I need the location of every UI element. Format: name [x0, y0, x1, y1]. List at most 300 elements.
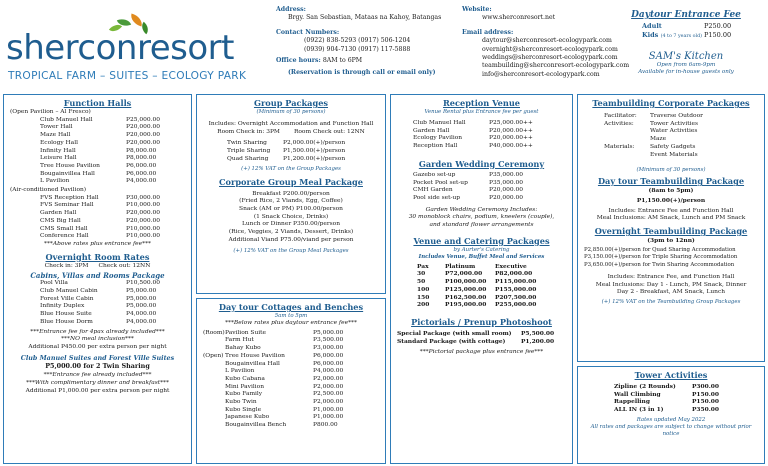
price-row [40, 171, 185, 179]
item-price: P2,000.00 [313, 383, 344, 390]
item-price: P150.00 [692, 398, 719, 406]
kitchen-title: SAM's Kitchen [648, 51, 724, 62]
overnight-teambuilding-include: Meal Inclusions: Day 1 - Lunch, PM Snack, Dinner [595, 281, 747, 288]
item-name: Farm Hut [225, 337, 254, 344]
catering-cell: P125,000.00 [445, 285, 487, 293]
item-name: CMS Big Hall [40, 217, 81, 224]
section-label [203, 384, 225, 392]
cottage-row [203, 353, 379, 361]
catering-cell: P72,000.00 [445, 270, 483, 278]
activities-label: Activities: [604, 120, 634, 127]
item-price: P350.00 [692, 406, 719, 414]
item-price: P35,000.00 [489, 171, 523, 178]
overnight-title: Overnight Room Rates [45, 251, 150, 262]
teambuilding-min: (Minimum of 30 persons) [636, 167, 706, 174]
material-item: Safety Gadgets [650, 143, 696, 150]
item-price: P1,500.00(+)/person [283, 148, 346, 155]
item-name: Club Manuel Cabin [40, 288, 98, 295]
price-row [413, 187, 566, 195]
daytour-fee-title: Daytour Entrance Fee [631, 10, 741, 20]
cottage-row [203, 330, 379, 338]
catering-cell: 50 [417, 278, 426, 286]
catering-cell: 200 [417, 301, 430, 309]
catering-cell: 150 [417, 293, 430, 301]
item-price: P20,000.00 [489, 187, 523, 194]
section-label [203, 376, 225, 384]
cottage-row [203, 337, 379, 345]
item-price: P10,000.00 [126, 202, 160, 209]
aircon-pavilion-label: (Air-conditioned Pavilion) [10, 187, 87, 194]
price-row [40, 155, 185, 163]
hours-value: 8AM to 6PM [322, 57, 363, 65]
email-link[interactable]: weddings@sherconresort-ecologypark.com [482, 54, 618, 62]
price-row [40, 233, 185, 241]
cottages-time: 5am to 5pm [274, 313, 308, 319]
price-row [40, 210, 185, 218]
item-price: P5,000.00 [313, 329, 344, 336]
item-name: Leisure Hall [40, 155, 77, 162]
function-halls-panel [3, 94, 192, 464]
day-teambuilding-title: Day tour Teambuilding Package [597, 176, 745, 187]
catering-cell: P207,500.00 [495, 293, 537, 301]
price-row [40, 280, 185, 288]
activity-item: Tower Activities [650, 120, 699, 127]
item-name: Infinity Duplex [40, 303, 85, 310]
kitchen-note: Available for in-house guests only [638, 69, 734, 75]
price-row [614, 406, 758, 414]
price-row [40, 163, 185, 171]
item-price: P25,000.00 [126, 116, 160, 123]
section-label [203, 399, 225, 407]
item-name: Rappelling [614, 398, 650, 406]
catering-cell: P82,000.00 [495, 270, 533, 278]
kids-price: P150.00 [704, 31, 732, 39]
item-price: P6,000.00 [126, 170, 157, 177]
item-name: Blue House Suite [40, 311, 92, 318]
catering-cell: P155,000.00 [495, 285, 537, 293]
meal-item: Lunch or Dinner P350.00/person [241, 221, 341, 228]
price-row [40, 218, 185, 226]
overnight-teambuilding-time: (3pm to 12nn) [647, 237, 695, 245]
cottage-row [203, 391, 379, 399]
overnight-teambuilding-title: Overnight Teambuilding Package [594, 226, 748, 237]
item-name: Kubo Twin [225, 399, 257, 406]
item-price: P1,200.00(+)/person [283, 155, 346, 162]
price-row [614, 398, 758, 406]
item-price: P1,000.00 [313, 414, 344, 421]
item-name: Tower Hall [40, 124, 73, 131]
item-price: P5,000.00 [126, 295, 157, 302]
item-price: P6,000.00 [313, 352, 344, 359]
item-price: P5,000.00 [126, 288, 157, 295]
catering-head: Pax [417, 262, 429, 270]
price-row [40, 195, 185, 203]
day-teambuilding-time: (8am to 5pm) [648, 187, 694, 195]
price-row [40, 140, 185, 148]
material-item: Event Materials [650, 151, 698, 158]
group-includes: Includes: Overnight Accommodation and Function Hall [208, 121, 374, 127]
price-row [413, 143, 566, 151]
group-checkin: Room Check in: 3PM [217, 128, 280, 135]
adult-label: Adult [642, 22, 662, 30]
price-row [413, 172, 566, 180]
item-name: Pavilion Suite [225, 329, 266, 336]
catering-row [417, 286, 566, 294]
item-price: P35,000.00 [489, 179, 523, 186]
item-price: P4,000.00 [313, 368, 344, 375]
catering-sub: by Aurter's Catering [453, 246, 510, 253]
price-row [40, 117, 185, 125]
cottage-row [203, 384, 379, 392]
item-price: P2,000.00(+)/person [283, 140, 346, 147]
item-name: Ecology Pavilion [413, 135, 463, 142]
resort-logo[interactable] [6, 18, 247, 88]
email-link[interactable]: overnight@sherconresort-ecologypark.com [482, 45, 618, 53]
materials-label: Materials: [604, 143, 635, 150]
cottages-note: ***Below rates plus daytour entrance fee*** [225, 320, 357, 326]
item-price: P20,000.00++ [489, 127, 533, 134]
item-price: P20,000.00++ [489, 135, 533, 142]
reception-title: Reception Venue [442, 98, 520, 108]
item-name: Club Manuel Hall [413, 120, 466, 126]
price-row [413, 135, 566, 143]
item-name: Standard Package (with cottage) [397, 337, 506, 345]
section-label [203, 337, 225, 345]
item-name: Quad Sharing [227, 155, 269, 162]
price-row [40, 226, 185, 234]
price-row [413, 128, 566, 136]
section-label: (Room) [203, 329, 225, 336]
price-row [227, 148, 379, 156]
address-value: Brgy. San Sebastian, Mataas na Kahoy, Batangas [288, 14, 442, 22]
item-name: Japanese Kubo [225, 414, 270, 421]
catering-cell: 100 [417, 285, 430, 293]
item-price: P10,500.00 [126, 280, 160, 287]
item-price: P4,000.00 [126, 318, 157, 325]
price-row [40, 148, 185, 156]
day-teambuilding-include: Includes: Entrance Fee and Function Hall [608, 207, 734, 214]
item-name: Infinity Hall [40, 147, 76, 154]
item-price: P800.00 [313, 422, 338, 429]
item-name: Mini Pavilion [225, 383, 264, 390]
day-teambuilding-include: Meal Inclusions: AM Snack, Lunch and PM Snack [596, 215, 746, 222]
item-name: Bougainvillea Hall [40, 170, 95, 177]
item-price: P1,000.00 [313, 406, 344, 413]
section-label: (Open) [203, 352, 224, 359]
meal-item: Snack (AM or PM) P100.00/person [239, 205, 343, 212]
item-name: FVS Seminar Hall [40, 202, 94, 209]
overnight-teambuilding-include: Includes: Entrance Fee, and Function Hall [607, 273, 735, 280]
item-price: P20,000.00 [126, 210, 160, 217]
catering-row [417, 278, 566, 286]
garden-note: 30 monoblock chairs, podium, kneelers (couple), [408, 214, 555, 221]
catering-cell: P115,000.00 [495, 278, 537, 286]
price-row [227, 156, 379, 164]
item-name: Ecology Hall [40, 139, 78, 146]
catering-row [417, 294, 566, 302]
price-row [413, 195, 566, 203]
overnight-teambuilding-rate: P2,850.00(+)/person for Quad Sharing Accommodation [584, 246, 736, 253]
group-min: (Minimum of 30 persons) [256, 109, 326, 115]
catering-cell: P255,000.00 [495, 301, 537, 309]
item-price: P3,000.00 [313, 345, 344, 352]
price-row [40, 124, 185, 132]
item-name: Kubo Single [225, 406, 262, 413]
item-name: Pool side set-up [413, 194, 461, 201]
price-row [40, 178, 185, 186]
item-name: Wall Climbing [614, 390, 661, 398]
item-price: P20,000.00 [126, 132, 160, 139]
email-link[interactable]: daytour@sherconresort-ecologypark.com [482, 37, 612, 45]
item-name: Triple Sharing [227, 148, 271, 155]
teambuilding-title: Teambuilding Corporate Packages [592, 98, 750, 108]
item-name: Bougainvillea Hall [225, 360, 280, 367]
group-title: Group Packages [253, 98, 329, 108]
item-name: Tree House Pavilion [225, 352, 285, 359]
garden-title: Garden Wedding Ceremony [418, 158, 545, 169]
item-price: P10,000.00 [126, 233, 160, 240]
catering-cell: 30 [417, 270, 426, 278]
function-halls-title: Function Halls [63, 98, 132, 108]
hours-label: Office hours: [276, 57, 321, 65]
catering-cell: P162,500.00 [445, 293, 487, 301]
contact-line[interactable]: (0922) 838-5293 (0917) 506-1204 [304, 37, 411, 45]
section-label [203, 422, 225, 430]
item-price: P20,000.00 [126, 124, 160, 131]
pictorials-title: Pictorials / Prenup Photoshoot [411, 316, 552, 327]
item-name: Conference Hall [40, 233, 89, 240]
item-price: P20,000.00 [126, 139, 160, 146]
section-label [203, 361, 225, 369]
item-name: Twin Sharing [227, 140, 267, 147]
price-row [40, 202, 185, 210]
function-halls-note: ***Above rates plus entrance fee*** [44, 240, 151, 247]
overnight-note: Additional P450.00 per extra person per night [28, 343, 167, 350]
item-price: P150.00 [692, 390, 719, 398]
catering-cell: P100,000.00 [445, 278, 487, 286]
item-name: Tree House Pavilion [40, 162, 100, 169]
address-label: Address: [276, 6, 306, 13]
price-row [614, 391, 758, 399]
online-info [462, 6, 629, 79]
suites-note: ***With complimentary dinner and breakfast*** [26, 380, 169, 387]
tower-panel [577, 366, 765, 464]
contact-label: Contact Numbers: [276, 28, 340, 36]
catering-title: Venue and Catering Packages [413, 235, 550, 246]
item-price: P8,000.00 [126, 155, 157, 162]
email-label: Email address: [462, 28, 514, 36]
price-row [40, 296, 185, 304]
contact-line[interactable]: (0939) 904-7130 (0917) 117-5888 [304, 45, 411, 53]
overnight-teambuilding-rate: P3,150.00(+)/person for Triple Sharing Accommodation [584, 254, 738, 261]
item-price: P40,000.00++ [489, 143, 533, 150]
item-name: Pool Villa [40, 280, 68, 287]
suites-price: P5,000.00 for 2 Twin Sharing [45, 361, 150, 370]
price-row [40, 319, 185, 327]
item-price: P2,000.00 [313, 399, 344, 406]
kids-note: (4 to 7 years old) [660, 34, 703, 39]
section-label [203, 345, 225, 353]
cottage-row [203, 407, 379, 415]
item-name: Kubo Cabana [225, 375, 265, 382]
item-name: Gazebo set-up [413, 171, 456, 178]
kids-label: Kids [642, 31, 659, 39]
activity-item: Maze [650, 136, 667, 143]
overnight-teambuilding-include: Day 2 - Breakfast, AM Snack, Lunch [616, 289, 726, 296]
adult-price: P250.00 [704, 22, 732, 30]
price-row [413, 180, 566, 188]
item-price: P4,000.00 [126, 178, 157, 185]
cottage-row [203, 422, 379, 430]
header [0, 0, 768, 92]
cottage-row [203, 399, 379, 407]
item-name: CMH Garden [413, 187, 453, 194]
item-name: FVS Reception Hall [40, 194, 99, 201]
catering-head: Platinum [445, 262, 476, 270]
overnight-note: ***Entrance fee for 4pax already included*** [30, 328, 165, 335]
item-price: P2,500.00 [313, 391, 344, 398]
item-name: Maze Hall [40, 132, 71, 139]
item-price: P6,000.00 [313, 360, 344, 367]
group-checkout: Room Check out: 12NN [293, 128, 365, 135]
suites-title: Club Manuel Suites and Forest Ville Suites [20, 353, 175, 362]
item-name: Zipline (2 Rounds) [614, 383, 676, 390]
item-name: Garden Hall [413, 127, 450, 134]
meal-title: Corporate Group Meal Package [219, 176, 363, 187]
section-label [203, 368, 225, 376]
section-label [203, 414, 225, 422]
item-price: P300.00 [692, 383, 719, 390]
open-pavilion-label: (Open Pavilion – Al Fresco) [10, 109, 91, 115]
suites-note: ***Entrance fee already included*** [43, 372, 152, 379]
group-vat: (+) 12% VAT on the Group Packages [241, 165, 341, 172]
brand-name: sherconresort [6, 28, 234, 68]
cottage-row [203, 414, 379, 422]
section-label [203, 407, 225, 415]
item-price: P3,500.00 [313, 337, 344, 344]
meal-item: (1 Snack Choice, Drinks) [253, 213, 329, 220]
section-label [203, 391, 225, 399]
item-name: Club Manuel Hall [40, 116, 93, 123]
meal-vat: (+) 12% VAT on the Group Meal Packages [233, 248, 349, 255]
price-row [40, 311, 185, 319]
price-row [397, 338, 566, 346]
overnight-checkout: Check out: 12NN [98, 262, 151, 269]
price-row [227, 140, 379, 148]
item-name: Bougainvillea Bench [225, 422, 287, 429]
item-price: P5,500.00 [521, 329, 555, 337]
kitchen-hours: Open from 6am-9pm [656, 62, 716, 68]
item-name: Forest Ville Cabin [40, 295, 94, 302]
email-link[interactable]: info@sherconresort-ecologypark.com [482, 70, 600, 78]
price-row [413, 120, 566, 128]
item-name: L Pavilion [225, 368, 255, 375]
item-price: P20,000.00 [489, 194, 523, 201]
price-row [40, 132, 185, 140]
item-name: Garden Hall [40, 210, 77, 217]
website-label: Website: [462, 6, 492, 13]
item-name: Blue House Dorm [40, 318, 93, 325]
item-name: Pocket Pool set-up [413, 179, 468, 186]
suites-note: Additional P1,000.00 per extra person per night [25, 387, 170, 394]
item-name: CMS Small Hall [40, 225, 88, 232]
item-price: P2,000.00 [313, 375, 344, 382]
garden-note: Garden Wedding Ceremony Includes: [425, 206, 538, 213]
item-price: P4,000.00 [126, 311, 157, 318]
item-price: P6,000.00 [126, 162, 157, 169]
catering-table [397, 263, 566, 309]
price-row [397, 330, 566, 338]
pictorials-note: ***Pictorial package plus entrance fee*** [419, 349, 544, 356]
day-teambuilding-price: P1,150.00(+)/person [636, 196, 706, 204]
teambuilding-panel [577, 94, 765, 362]
item-price: P8,000.00 [126, 147, 157, 154]
item-price: P25,000.00++ [489, 120, 533, 126]
item-name: Kubo Family [225, 391, 263, 398]
daytour-fee-box [608, 10, 764, 76]
rates-disclaimer: All rates and packages are subject to change without prior notice [590, 423, 752, 437]
overnight-teambuilding-rate: P3,650.00(+)/person for Twin Sharing Accommodation [584, 262, 735, 269]
catering-cell: P195,000.00 [445, 301, 487, 309]
item-name: ALL IN (3 in 1) [614, 406, 664, 414]
price-row [40, 288, 185, 296]
activity-item: Water Activities [650, 128, 698, 135]
meal-item: (Rice, Veggies, 2 Viands, Dessert, Drinks) [228, 229, 354, 236]
cottage-row [203, 376, 379, 384]
item-name: Bahay Kubo [225, 345, 261, 352]
price-row [614, 383, 758, 391]
item-name: Special Package (with small room) [397, 329, 512, 337]
garden-note: and standard flower arrangements [429, 222, 534, 229]
catering-row [417, 270, 566, 278]
cottages-panel [196, 298, 386, 464]
catering-head: Executive [495, 262, 527, 270]
item-price: P10,000.00 [126, 225, 160, 232]
price-row [40, 303, 185, 311]
cottages-title: Day tour Cottages and Benches [218, 302, 364, 312]
item-name: Reception Hall [413, 143, 458, 150]
cottage-row [203, 361, 379, 369]
catering-row [417, 301, 566, 309]
cottage-row [203, 368, 379, 376]
contact-info [276, 6, 441, 78]
website-link[interactable]: www.sherconresort.net [482, 14, 556, 22]
facilitator-value: Traverse Outdoor [650, 113, 703, 119]
cottage-row [203, 345, 379, 353]
tower-title: Tower Activities [634, 370, 708, 380]
meal-item: (Fried Rice, 2 Viands, Egg, Coffee) [239, 198, 343, 205]
overnight-note: ***NO meal inclusion*** [61, 336, 134, 343]
brand-tagline: TROPICAL FARM – SUITES – ECOLOGY PARK [8, 70, 247, 82]
group-packages-panel [196, 94, 386, 294]
item-price: P20,000.00 [126, 217, 160, 224]
meal-item: Breakfast P200.00/person [252, 190, 330, 197]
email-link[interactable]: teambuilding@sherconresort-ecologypark.com [482, 62, 630, 70]
facilitator-label: Facilitator: [604, 113, 637, 119]
wedding-panel [390, 94, 573, 464]
item-price: P5,000.00 [126, 303, 157, 310]
reservation-note: (Reservation is through call or email only) [288, 69, 436, 77]
reception-sub: Venue Rental plus Entrance fee per guest [424, 109, 539, 115]
teambuilding-vat: (+) 12% VAT on the Teambuilding Group Packages [601, 298, 741, 305]
cabins-title: Cabins, Villas and Rooms Package [30, 271, 165, 281]
catering-sub: Includes Venue, Buffet Meal and Services [418, 253, 545, 260]
meal-item: Additional Viand P75.00/viand per person [228, 236, 354, 243]
item-price: P30,000.00 [126, 194, 160, 201]
rates-updated: Rates updated May 2022 [636, 416, 706, 423]
item-price: P1,200.00 [521, 337, 555, 345]
item-name: L Pavilion [40, 178, 70, 185]
